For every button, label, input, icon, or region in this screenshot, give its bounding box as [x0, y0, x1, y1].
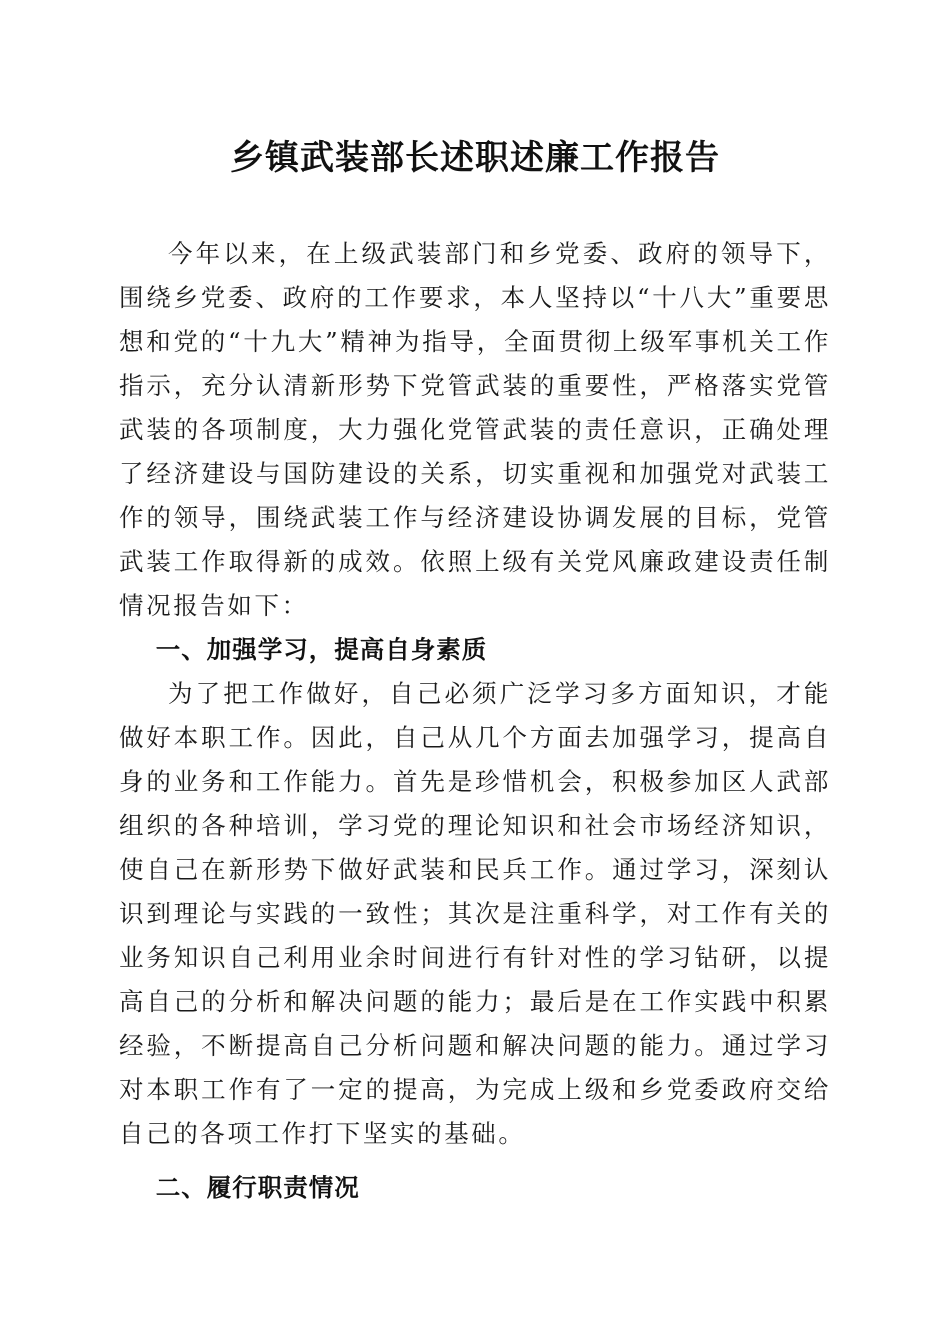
study-paragraph: 为了把工作做好，自己必须广泛学习多方面知识，才能做好本职工作。因此，自己从几个方面去加强学习，提高自身的业务和工作能力。首先是珍惜机会，积极参加区人武部组织的各种培训，学习党的理论知识和社会市场经济知识，使自己在新形势下做好武装和民兵工作。通过学习，深刻认识到理论与实践的一致性；其次是注重科学，对工作有关的业务知识自己利用业余时间进行有针对性的学习钻研，以提高自己的分析和解决问题的能力；最后是在工作实践中积累经验，不断提高自己分析问题和解决问题的能力。通过学习对本职工作有了一定的提高，为完成上级和乡党委政府交给自己的各项工作打下坚实的基础。 — [119, 679, 831, 1148]
document-body — [119, 232, 831, 1210]
intro-paragraph: 今年以来，在上级武装部门和乡党委、政府的领导下，围绕乡党委、政府的工作要求，本人坚持以“十八大”重要思想和党的“十九大”精神为指导，全面贯彻上级军事机关工作指示，充分认清新形势下党管武装的重要性，严格落实党管武装的各项制度，大力强化党管武装的责任意识，正确处理了经济建设与国防建设的关系，切实重视和加强党对武装工作的领导，围绕武装工作与经济建设协调发展的目标，党管武装工作取得新的成效。依照上级有关党风廉政建设责任制情况报告如下： — [119, 239, 831, 620]
document-title: 乡镇武装部长述职述廉工作报告 — [230, 138, 720, 178]
section-heading-duties: 二、履行职责情况 — [155, 1173, 360, 1202]
section-heading-study: 一、加强学习，提高自身素质 — [155, 635, 488, 664]
